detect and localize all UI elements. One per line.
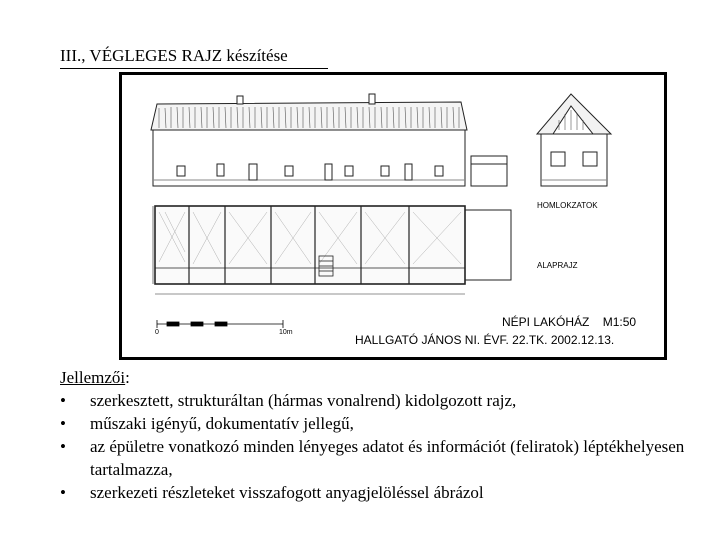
slide-title: III., VÉGLEGES RAJZ készítése xyxy=(60,46,288,65)
long-facade-drawing xyxy=(151,94,507,186)
floorplan-label: ALAPRAJZ xyxy=(537,261,578,270)
facades-label: HOMLOKZATOK xyxy=(537,201,598,210)
features-section xyxy=(60,366,700,504)
feature-item: • az épületre vonatkozó minden lényeges adatot és információt (feliratok) léptékhelyesen tartalmazza, xyxy=(60,435,700,481)
stamp-line-1: NÉPI LAKÓHÁZ M1:50 xyxy=(502,315,637,329)
floor-plan-drawing xyxy=(153,206,511,294)
architectural-drawing xyxy=(119,72,667,360)
feature-item: • műszaki igényű, dokumentatív jellegű, xyxy=(60,412,700,435)
features-heading-text: Jellemzői xyxy=(60,368,126,387)
title-underline xyxy=(60,68,328,69)
stamp-line-2: HALLGATÓ JÁNOS NI. ÉVF. 22.TK. 2002.12.13. xyxy=(355,333,615,347)
feature-item: • szerkezeti részleteket visszafogott anyagjelöléssel ábrázol xyxy=(60,481,700,504)
scale-start-label: 0 xyxy=(155,329,159,336)
features-heading xyxy=(60,366,700,389)
features-heading-colon: : xyxy=(125,368,130,387)
scale-end-label: 10m xyxy=(279,329,293,336)
feature-item: • szerkesztett, strukturáltan (hármas vonalrend) kidolgozott rajz, xyxy=(60,389,700,412)
features-list xyxy=(60,389,700,504)
